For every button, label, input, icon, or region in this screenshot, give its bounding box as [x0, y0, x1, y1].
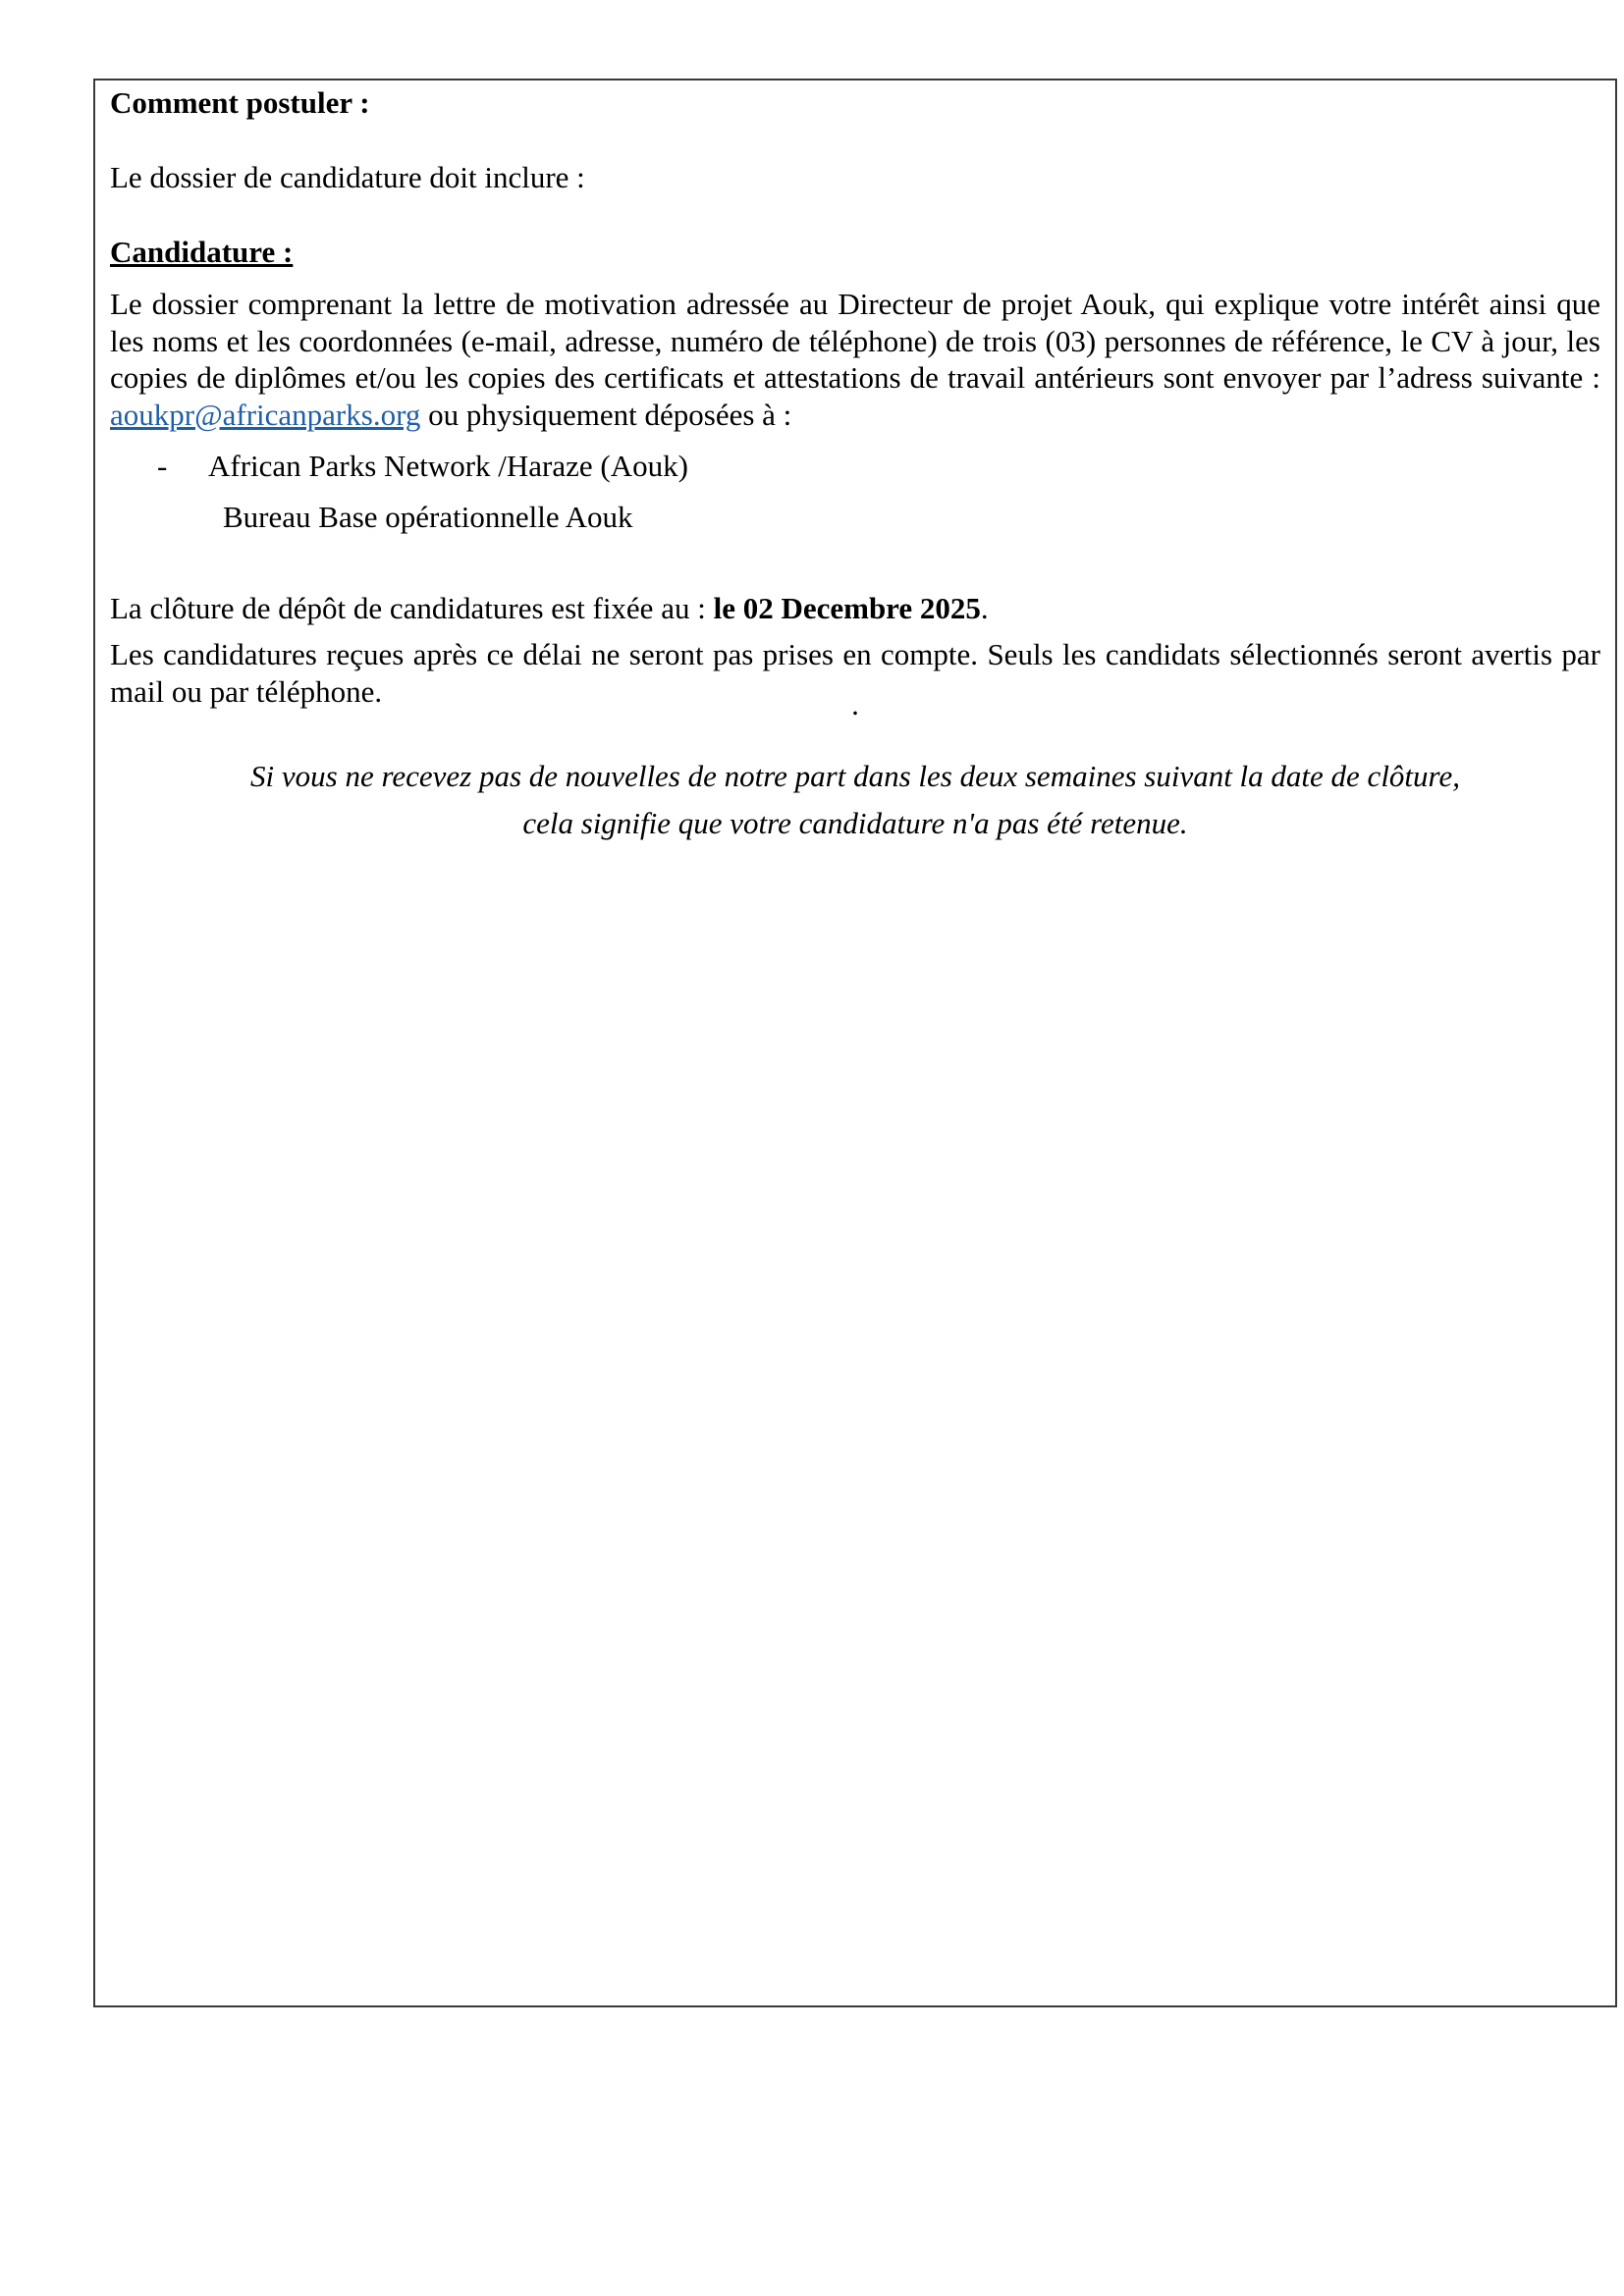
- deadline-suffix: .: [980, 591, 989, 625]
- intro-text: Le dossier de candidature doit inclure :: [110, 160, 585, 194]
- separator-dot: .: [851, 687, 859, 721]
- candidature-heading: Candidature :: [110, 235, 294, 269]
- paragraph-text-after-link: ou physiquement déposées à :: [420, 397, 792, 432]
- closing-note: [110, 753, 1600, 847]
- closing-note-line-2: cela signifie que votre candidature n'a pas été retenue.: [522, 806, 1188, 840]
- deadline-date: le 02 Decembre 2025: [713, 591, 981, 625]
- bullet-item-text: African Parks Network /Haraze (Aouk): [208, 449, 688, 483]
- address-bullet: [157, 448, 1600, 485]
- application-paragraph: [110, 286, 1600, 433]
- closing-note-line-1: Si vous ne recevez pas de nouvelles de notre part dans les deux semaines suivant la date de clôture,: [250, 759, 1460, 793]
- address-subline: Bureau Base opérationnelle Aouk: [223, 500, 633, 534]
- email-link[interactable]: aoukpr@africanparks.org: [110, 397, 421, 432]
- section-title: Comment postuler :: [110, 85, 370, 120]
- document-frame: [93, 79, 1617, 2007]
- deadline-prefix: La clôture de dépôt de candidatures est fixée au :: [110, 591, 714, 625]
- paragraph-text-before-link: Le dossier comprenant la lettre de motivation adressée au Directeur de projet Aouk, qui explique votre intérêt ainsi que les noms et les coordonnées (e-mail, adresse, numéro de téléphone) de trois (03) personnes de référence, le CV à jour, les copies de diplômes et/ou les copies des certificats et attestations de travail antérieurs sont envoyer par l’adress suivante :: [110, 287, 1600, 395]
- notice-paragraph: Les candidatures reçues après ce délai ne seront pas prises en compte. Seuls les candidats sélectionnés seront avertis par mail ou par téléphone.: [110, 637, 1600, 709]
- deadline-line: [110, 590, 1600, 627]
- bullet-dash: -: [157, 449, 168, 483]
